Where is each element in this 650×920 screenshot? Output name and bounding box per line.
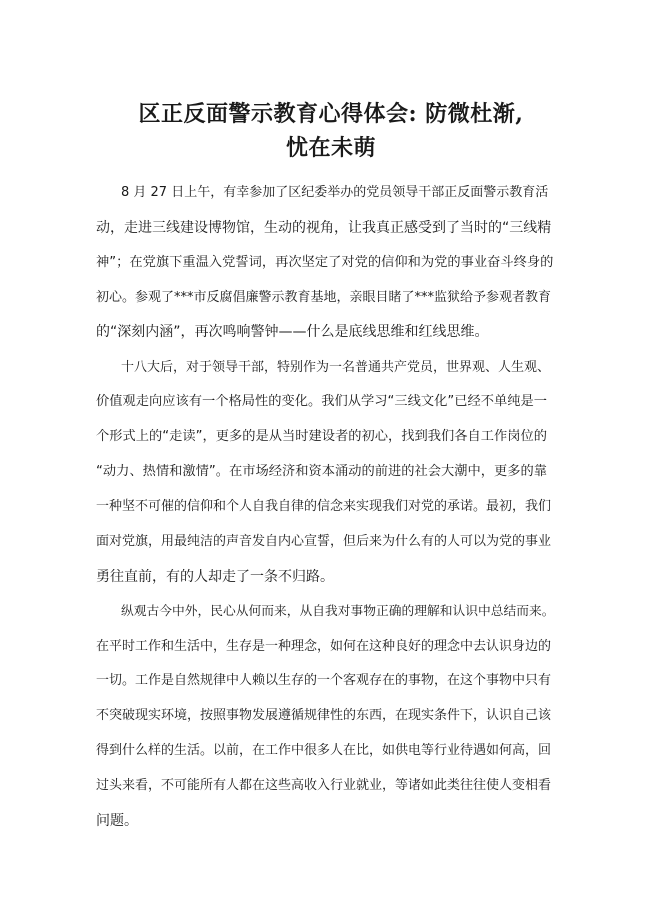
paragraph-1-line-1: 8 月 27 日上午，有幸参加了区纪委举办的党员领导干部正反面警示教育活 [121,185,549,200]
paragraph-1-line-4: 初心。参观了***市反腐倡廉警示教育基地，亲眼目睹了***监狱给予参观者教育 [96,290,552,305]
paragraph-3-line-5: 得到什么样的生活。以前，在工作中很多人在比，如供电等行业待遇如何高，回 [96,743,552,758]
paragraph-3-line-4: 不突破现实环境，按照事物发展遵循规律性的东西，在现实条件下，认识自己该 [96,708,552,723]
paragraph-1-line-5: 的“深刻内涵”，再次鸣响警钟——什么是底线思维和红线思维。 [96,324,489,340]
paragraph-2-line-7: 勇往直前，有的人却走了一条不归路。 [96,569,334,585]
paragraph-2-line-4: “动力、热情和激情”。在市场经济和资本涌动的前进的社会大潮中，更多的靠 [96,464,547,479]
paragraph-3-line-3: 一切。工作是自然规律中人赖以生存的一个客观存在的事物，在这个事物中只有 [96,673,552,688]
paragraph-2-line-2: 价值观走向应该有一个格局性的变化。我们从学习“三线文化”已经不单纯是一 [96,394,547,409]
paragraph-1-line-3: 神”；在党旗下重温入党誓词，再次坚定了对党的信仰和为党的事业奋斗终身的 [96,255,554,270]
paragraph-2-line-6: 面对党旗，用最纯洁的声音发自内心宣誓，但后来为什么有的人可以为党的事业 [96,534,552,549]
paragraph-2-line-3: 个形式上的“走读”，更多的是从当时建设者的初心，找到我们各自工作岗位的 [96,429,547,444]
paragraph-2-line-1: 十八大后，对于领导干部，特别作为一名普通共产党员，世界观、人生观、 [121,360,551,375]
paragraph-2-line-5: 一种坚不可催的信仰和个人自我自律的信念来实现我们对党的承诺。最初，我们 [96,499,552,514]
paragraph-3-line-1: 纵观古今中外，民心从何而来，从自我对事物正确的理解和认识中总结而来。 [121,604,555,619]
document-title-line-2: 忧在未萌 [285,135,376,161]
paragraph-1-line-2: 动，走进三线建设博物馆，生动的视角，让我真正感受到了当时的“三线精 [96,220,552,236]
paragraph-3-line-2: 在平时工作和生活中，生存是一种理念，如何在这种良好的理念中去认识身边的 [96,639,552,654]
paragraph-3-line-7: 问题。 [96,813,138,829]
paragraph-3-line-6: 过头来看，不可能所有人都在这些高收入行业就业，等诸如此类往往使人变相看 [96,778,552,793]
document-title-line-1: 区正反面警示教育心得体会: 防微杜渐, [138,101,524,127]
